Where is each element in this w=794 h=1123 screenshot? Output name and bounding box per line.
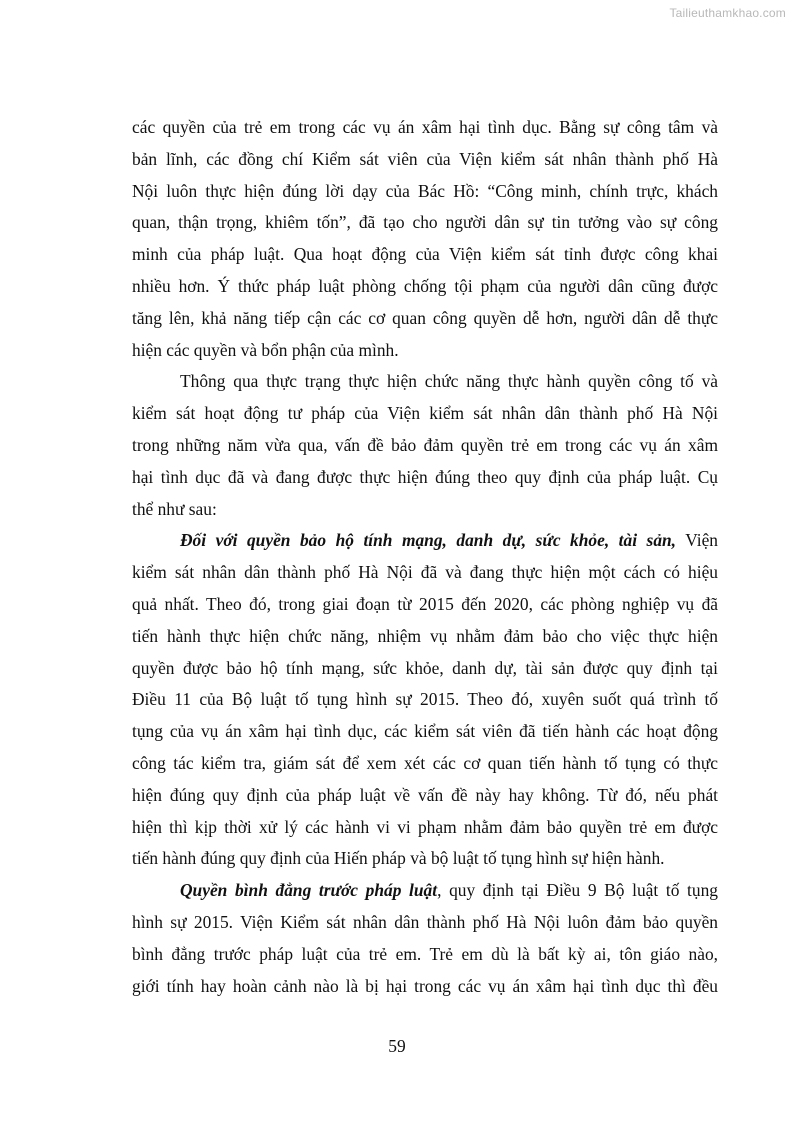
paragraph-2 — [132, 366, 718, 525]
paragraph-1 — [132, 112, 718, 366]
text-line: quả nhất. Theo đó, trong giai đoạn từ 2015 đến 2020, các phòng nghiệp vụ đã — [132, 593, 718, 614]
watermark-text: Tailieuthamkhao.com — [669, 6, 786, 20]
text-line: Điều 11 của Bộ luật tố tụng hình sự 2015. Theo đó, xuyên suốt quá trình tố — [132, 689, 718, 710]
document-body — [132, 112, 718, 1002]
text-line: hiện các quyền và bổn phận của mình. — [132, 339, 399, 360]
text-line: hiện đúng quy định của pháp luật về vấn đề này hay không. Từ đó, nếu phát — [132, 784, 718, 805]
text-run: Viện — [676, 530, 719, 551]
text-line: tiến hành đúng quy định của Hiến pháp và bộ luật tố tụng hình sự hiện hành. — [132, 848, 665, 869]
emphasized-heading: Đối với quyền bảo hộ tính mạng, danh dự, sức khỏe, tài sản, — [180, 530, 677, 551]
text-line: giới tính hay hoàn cảnh nào là bị hại trong các vụ án xâm hại tình dục thì đều — [132, 975, 718, 996]
text-line: quyền được bảo hộ tính mạng, sức khỏe, danh dự, tài sản được quy định tại — [132, 657, 718, 678]
emphasized-heading: Quyền bình đẳng trước pháp luật — [180, 880, 438, 901]
text-line: tăng lên, khả năng tiếp cận các cơ quan công quyền dễ hơn, người dân dễ thực — [132, 307, 718, 328]
paragraph-4 — [132, 875, 718, 1002]
text-line: hiện thì kịp thời xử lý các hành vi vi phạm nhằm đảm bảo quyền trẻ em được — [132, 816, 718, 837]
text-line: bản lĩnh, các đồng chí Kiểm sát viên của Viện kiểm sát nhân thành phố Hà — [132, 148, 718, 169]
paragraph-3 — [132, 525, 718, 875]
text-line: thể như sau: — [132, 498, 217, 519]
text-line: bình đẳng trước pháp luật của trẻ em. Trẻ em dù là bất kỳ ai, tôn giáo nào, — [132, 943, 718, 964]
text-line: tiến hành thực hiện chức năng, nhiệm vụ nhằm đảm bảo cho việc thực hiện — [132, 625, 718, 646]
text-line: các quyền của trẻ em trong các vụ án xâm hại tình dục. Bằng sự công tâm và — [132, 117, 718, 137]
text-line — [132, 525, 718, 557]
text-line: Thông qua thực trạng thực hiện chức năng thực hành quyền công tố và — [180, 371, 718, 392]
page-number: 59 — [388, 1036, 406, 1056]
text-line — [132, 875, 718, 907]
text-line: quan, thận trọng, khiêm tốn”, đã tạo cho người dân sự tin tưởng vào sự công — [132, 212, 718, 233]
text-line: công tác kiểm tra, giám sát để xem xét các cơ quan tiến hành tố tụng có thực — [132, 752, 718, 773]
text-line: kiểm sát hoạt động tư pháp của Viện kiểm sát nhân dân thành phố Hà Nội — [132, 403, 718, 424]
text-line: hại tình dục đã và đang được thực hiện đúng theo quy định của pháp luật. Cụ — [132, 466, 718, 487]
text-line: nhiều hơn. Ý thức pháp luật phòng chống tội phạm của người dân cũng được — [132, 275, 718, 296]
text-line: trong những năm vừa qua, vấn đề bảo đảm quyền trẻ em trong các vụ án xâm — [132, 434, 718, 455]
text-line: minh của pháp luật. Qua hoạt động của Viện kiểm sát tỉnh được công khai — [132, 244, 718, 265]
text-line: hình sự 2015. Viện Kiểm sát nhân dân thành phố Hà Nội luôn đảm bảo quyền — [132, 911, 718, 932]
text-line: kiểm sát nhân dân thành phố Hà Nội đã và đang thực hiện một cách có hiệu — [132, 562, 718, 583]
text-run: , quy định tại Điều 9 Bộ luật tố tụng — [437, 880, 718, 901]
text-line: Nội luôn thực hiện đúng lời dạy của Bác Hồ: “Công minh, chính trực, khách — [132, 180, 718, 201]
text-line: tụng của vụ án xâm hại tình dục, các kiểm sát viên đã tiến hành các hoạt động — [132, 721, 718, 742]
